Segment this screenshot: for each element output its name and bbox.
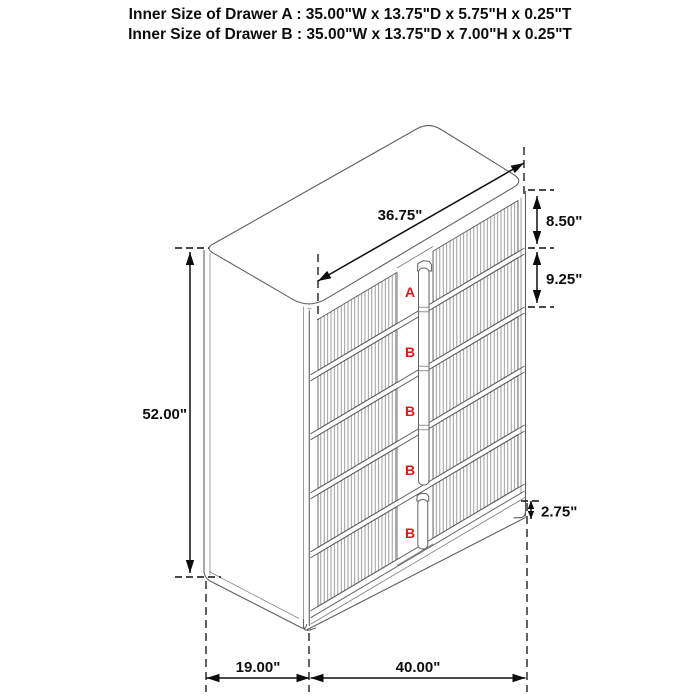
inner-size-drawer-a-text: Inner Size of Drawer A : 35.00"W x 13.75"D x 5.75"H x 0.25"T [128,6,572,23]
dimension-drawer-b-label: 9.25" [546,271,583,288]
drawer-label-b4: B [404,525,416,541]
drawer-label-b1: B [404,344,416,360]
side-panel-face [204,249,309,630]
dimension-base-height-label: 2.75" [541,503,578,521]
dimension-base-height [521,501,577,521]
dimension-drawer-a-front [528,190,582,248]
bottom-drawer-handle [418,500,428,550]
dimension-drawer-b-front [528,252,582,307]
dimension-top-width-label: 36.75" [377,207,423,224]
inner-size-drawer-b-text: Inner Size of Drawer B : 35.00"W x 13.75"D x 7.00"H x 0.25"T [128,26,572,43]
drawer-fronts-left-fluted [318,272,397,606]
handle-main-bar [419,268,430,485]
dimension-drawer-a-label: 8.50" [546,213,583,230]
drawer-label-a: A [404,284,416,300]
drawer-label-b2: B [404,403,416,419]
dresser-left-side-panel [204,249,309,630]
drawer-label-b3: B [404,462,416,478]
dimension-width-label: 40.00" [395,659,441,676]
dimension-height-label: 52.00" [142,406,187,423]
dimension-depth-label: 19.00" [235,659,281,676]
drawer-fronts-right-fluted [433,201,518,538]
